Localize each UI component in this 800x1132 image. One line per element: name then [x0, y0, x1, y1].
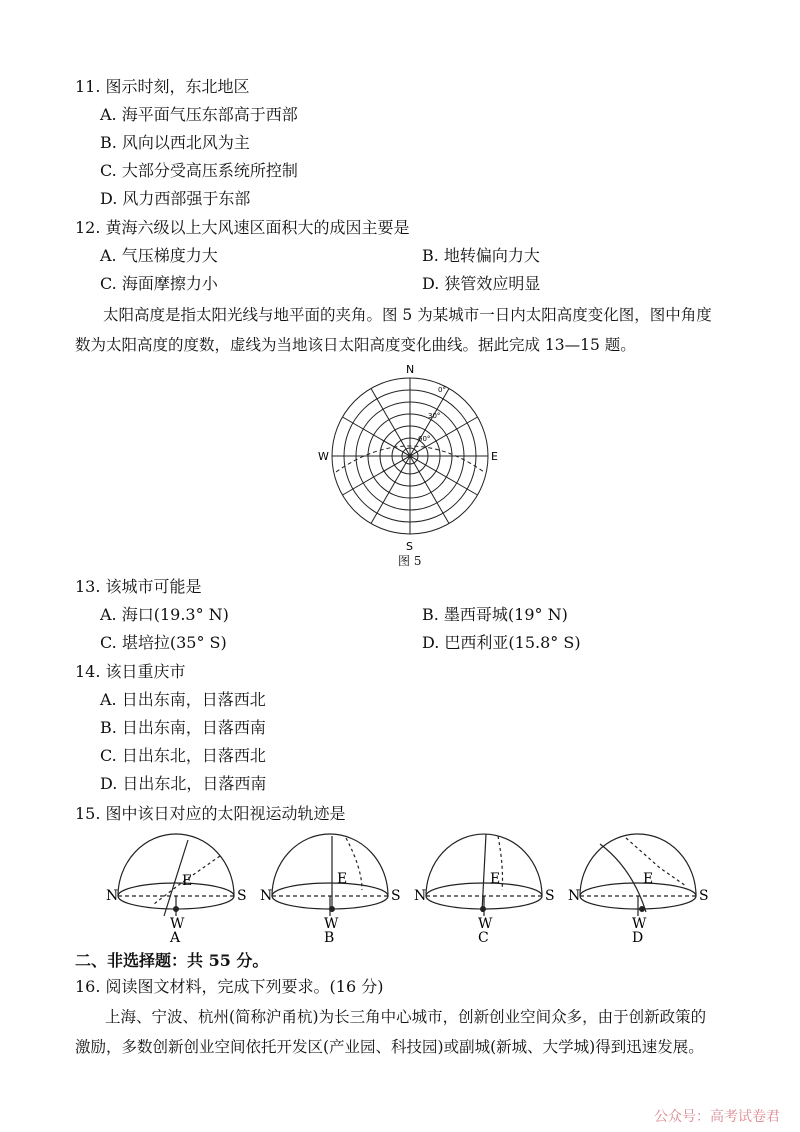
q15-d-west: W [632, 916, 647, 932]
q14-stem: 14. 该日重庆市 [75, 662, 186, 681]
q15-diagram-b [272, 834, 388, 916]
q15-d-north: N [568, 888, 581, 904]
q14-option-d: D. 日出东北，日落西南 [100, 774, 267, 793]
q13-option-a: A. 海口(19.3° N) [100, 605, 229, 624]
q15-c-west: W [478, 916, 493, 932]
fig5-angle-60: 60° [418, 435, 431, 443]
q11-option-d: D. 风力西部强于东部 [100, 189, 251, 208]
q14-option-a: A. 日出东南，日落西北 [100, 690, 266, 709]
q15-b-letter: B [324, 930, 335, 946]
q13-stem: 13. 该城市可能是 [75, 577, 202, 596]
section-2-heading: 二、非选择题：共 55 分。 [75, 951, 269, 970]
q15-b-west: W [324, 916, 339, 932]
q13-option-c: C. 堪培拉(35° S) [100, 633, 227, 652]
passage-line-2: 数为太阳高度的度数，虚线为当地该日太阳高度变化曲线。据此完成 13—15 题。 [75, 336, 636, 354]
q15-b-south: S [391, 888, 401, 904]
q15-b-north: N [260, 888, 273, 904]
figure-5-caption: 图 5 [398, 554, 422, 568]
q16-line-1: 上海、宁波、杭州(简称沪甬杭)为长三角中心城市，创新创业空间众多，由于创新政策的 [105, 1008, 707, 1026]
q15-a-west: W [170, 916, 185, 932]
q14-option-b: B. 日出东南，日落西南 [100, 718, 266, 737]
q16-line-2: 激励，多数创新创业空间依托开发区(产业园、科技园)或副城(新城、大学城)得到迅速发展。 [75, 1038, 704, 1056]
fig5-angle-0: 0° [438, 386, 446, 394]
q15-d-south: S [699, 888, 709, 904]
fig5-west-label: W [318, 450, 329, 463]
q12-option-c: C. 海面摩擦力小 [100, 274, 218, 293]
q15-c-letter: C [478, 930, 489, 946]
q13-option-d: D. 巴西利亚(15.8° S) [422, 633, 581, 652]
q13-option-b: B. 墨西哥城(19° N) [422, 605, 568, 624]
q15-diagram-c [426, 834, 542, 916]
q15-b-east: E [337, 871, 348, 887]
q15-d-east: E [643, 871, 654, 887]
q11-option-b: B. 风向以西北风为主 [100, 133, 250, 152]
passage-line-1: 太阳高度是指太阳光线与地平面的夹角。图 5 为某城市一日内太阳高度变化图，图中角度 [103, 306, 712, 324]
q15-d-letter: D [632, 930, 644, 946]
q15-c-north: N [414, 888, 427, 904]
q15-c-south: S [545, 888, 555, 904]
q15-stem: 15. 图中该日对应的太阳视运动轨迹是 [75, 804, 346, 823]
q15-a-south: S [237, 888, 247, 904]
q15-a-east: E [182, 873, 193, 889]
fig5-angle-30: 30° [428, 412, 441, 420]
q15-a-letter: A [170, 930, 181, 946]
q12-option-b: B. 地转偏向力大 [422, 246, 540, 265]
q15-a-north: N [106, 888, 119, 904]
q15-diagram-a [118, 834, 234, 916]
q11-stem: 11. 图示时刻，东北地区 [75, 77, 250, 96]
watermark: 公众号：高考试卷君 [654, 1109, 780, 1125]
q12-option-d: D. 狭管效应明显 [422, 274, 541, 293]
fig5-north-label: N [406, 363, 415, 376]
q11-option-a: A. 海平面气压东部高于西部 [100, 105, 298, 124]
q15-c-east: E [490, 871, 501, 887]
q14-option-c: C. 日出东北，日落西北 [100, 746, 266, 765]
q11-option-c: C. 大部分受高压系统所控制 [100, 161, 298, 180]
figure-5-polar-diagram [310, 360, 510, 552]
q16-stem: 16. 阅读图文材料，完成下列要求。(16 分) [75, 977, 384, 996]
q15-diagram-d [580, 834, 696, 916]
q12-stem: 12. 黄海六级以上大风速区面积大的成因主要是 [75, 218, 410, 237]
fig5-south-label: S [406, 540, 413, 552]
fig5-east-label: E [491, 450, 498, 463]
q12-option-a: A. 气压梯度力大 [100, 246, 218, 265]
q15-sun-path-diagrams [100, 828, 720, 946]
